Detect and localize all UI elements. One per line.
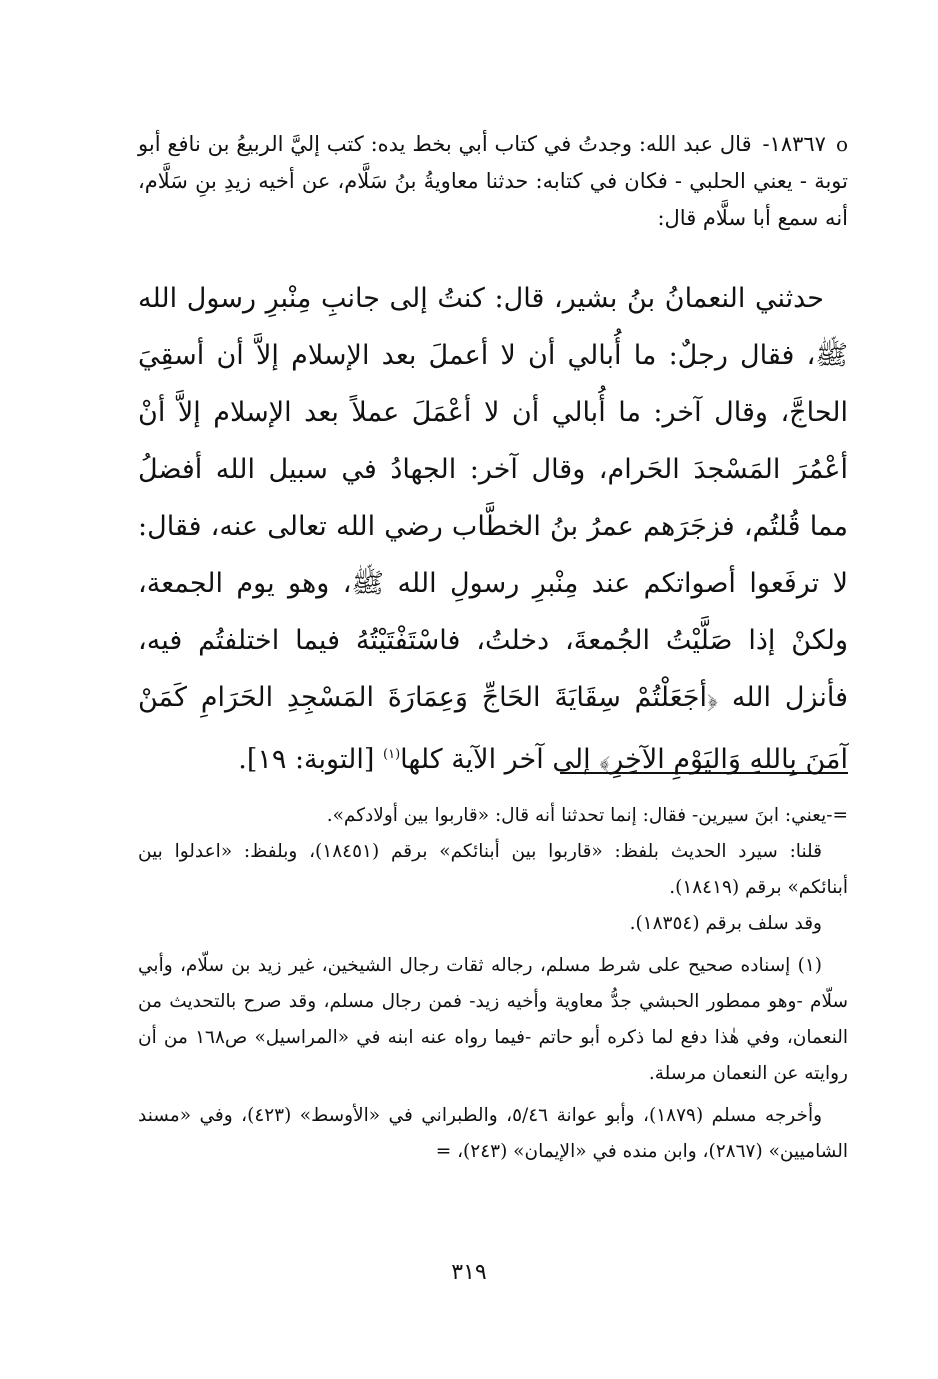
footnote-divider bbox=[560, 772, 848, 774]
matn-text-end: إلى آخر الآية كلها bbox=[400, 744, 591, 775]
matn-text: حدثني النعمانُ بنُ بشير، قال: كنتُ إلى جانبِ مِنْبرِ رسول الله ﷺ، فقال رجلٌ: ما أُبالي أن لا أعملَ بعد الإسلام إلاَّ أن أسقِيَ الحاجَّ، وقال آخر: ما أُبالي أن لا أعْمَلَ عملاً بعد الإسلام إلاَّ أنْ أعْمُرَ المَسْجدَ الحَرام، وقال آخر: الجهادُ في سبيل الله أفضلُ مما قُلتُم، فزجَرَهم عمرُ بنُ الخطَّاب رضي الله تعالى عنه، فقال: لا ترفَعوا أصواتكم عند مِنْبرِ رسولِ الله ﷺ، وهو يوم الجمعة، ولكنْ إذا صَلَّيْتُ الجُمعةَ، دخلتُ، فاسْتَفْتَيْتُهُ فيما اختلفتُم فيه، فأنزل الله bbox=[138, 283, 848, 713]
footnote-paragraph: وأخرجه مسلم (١٨٧٩)، وأبو عوانة ٥/٤٦، والطبراني في «الأوسط» (٤٢٣)، وفي «مسند الشاميين» (٢٨٦٧)، وابن منده في «الإيمان» (٢٤٣)، = bbox=[138, 1105, 848, 1162]
isnad-text: قال عبد الله: وجدتُ في كتاب أبي بخط يده: كتب إليَّ الربيعُ بن نافع أبو توبة - يعني الحلبي - فكان في كتابه: حدثنا معاويةُ بنُ سَلَّام، عن أخيه زيدِ بنِ سَلَّام، أنه سمع أبا سلَّام قال: bbox=[138, 132, 848, 230]
hadith-isnad bbox=[138, 126, 848, 237]
hadith-marker-icon: ο bbox=[835, 132, 848, 156]
hadith-matn bbox=[138, 270, 848, 788]
footnotes bbox=[138, 798, 848, 1170]
hadith-number: ١٨٣٦٧- bbox=[762, 132, 826, 156]
quran-verse: ﴿أجَعَلْتُمْ سِقَايَةَ الحَاجِّ وَعِمَارَةَ المَسْجِدِ الحَرَامِ كَمَنْ آمَنَ بِاللهِ وَاليَوْمِ الآخِرِ﴾ bbox=[138, 682, 848, 775]
quran-citation: [التوبة: ١٩]. bbox=[238, 744, 375, 775]
footnote-paragraph: قلنا: سيرد الحديث بلفظ: «قاربوا بين أبنائكم» برقم (١٨٤٥١)، وبلفظ: «اعدلوا بين أبنائكم» برقم (١٨٤١٩). bbox=[138, 841, 848, 898]
page-number: ٣١٩ bbox=[451, 1260, 487, 1285]
footnote-paragraph: وقد سلف برقم (١٨٣٥٤). bbox=[629, 913, 822, 934]
footnote-continuation: =-يعني: ابنَ سيرين- فقال: إنما تحدثنا أنه قال: «قاربوا بين أولادكم». bbox=[326, 805, 848, 826]
footnote-1: (١) إسناده صحيح على شرط مسلم، رجاله ثقات رجال الشيخين، غير زيد بن سلّام، وأبي سلّام -وهو ممطور الحبشي جدُّ معاوية وأخيه زيد- فمن رجال مسلم، وقد صرح بالتحديث من النعمان، وفي هٰذا دفع لما ذكره أبو حاتم -فيما رواه عنه ابنه في «المراسيل» ص١٦٨ من أن روايته عن النعمان مرسلة. bbox=[138, 955, 849, 1084]
footnote-reference: (١) bbox=[383, 747, 401, 762]
